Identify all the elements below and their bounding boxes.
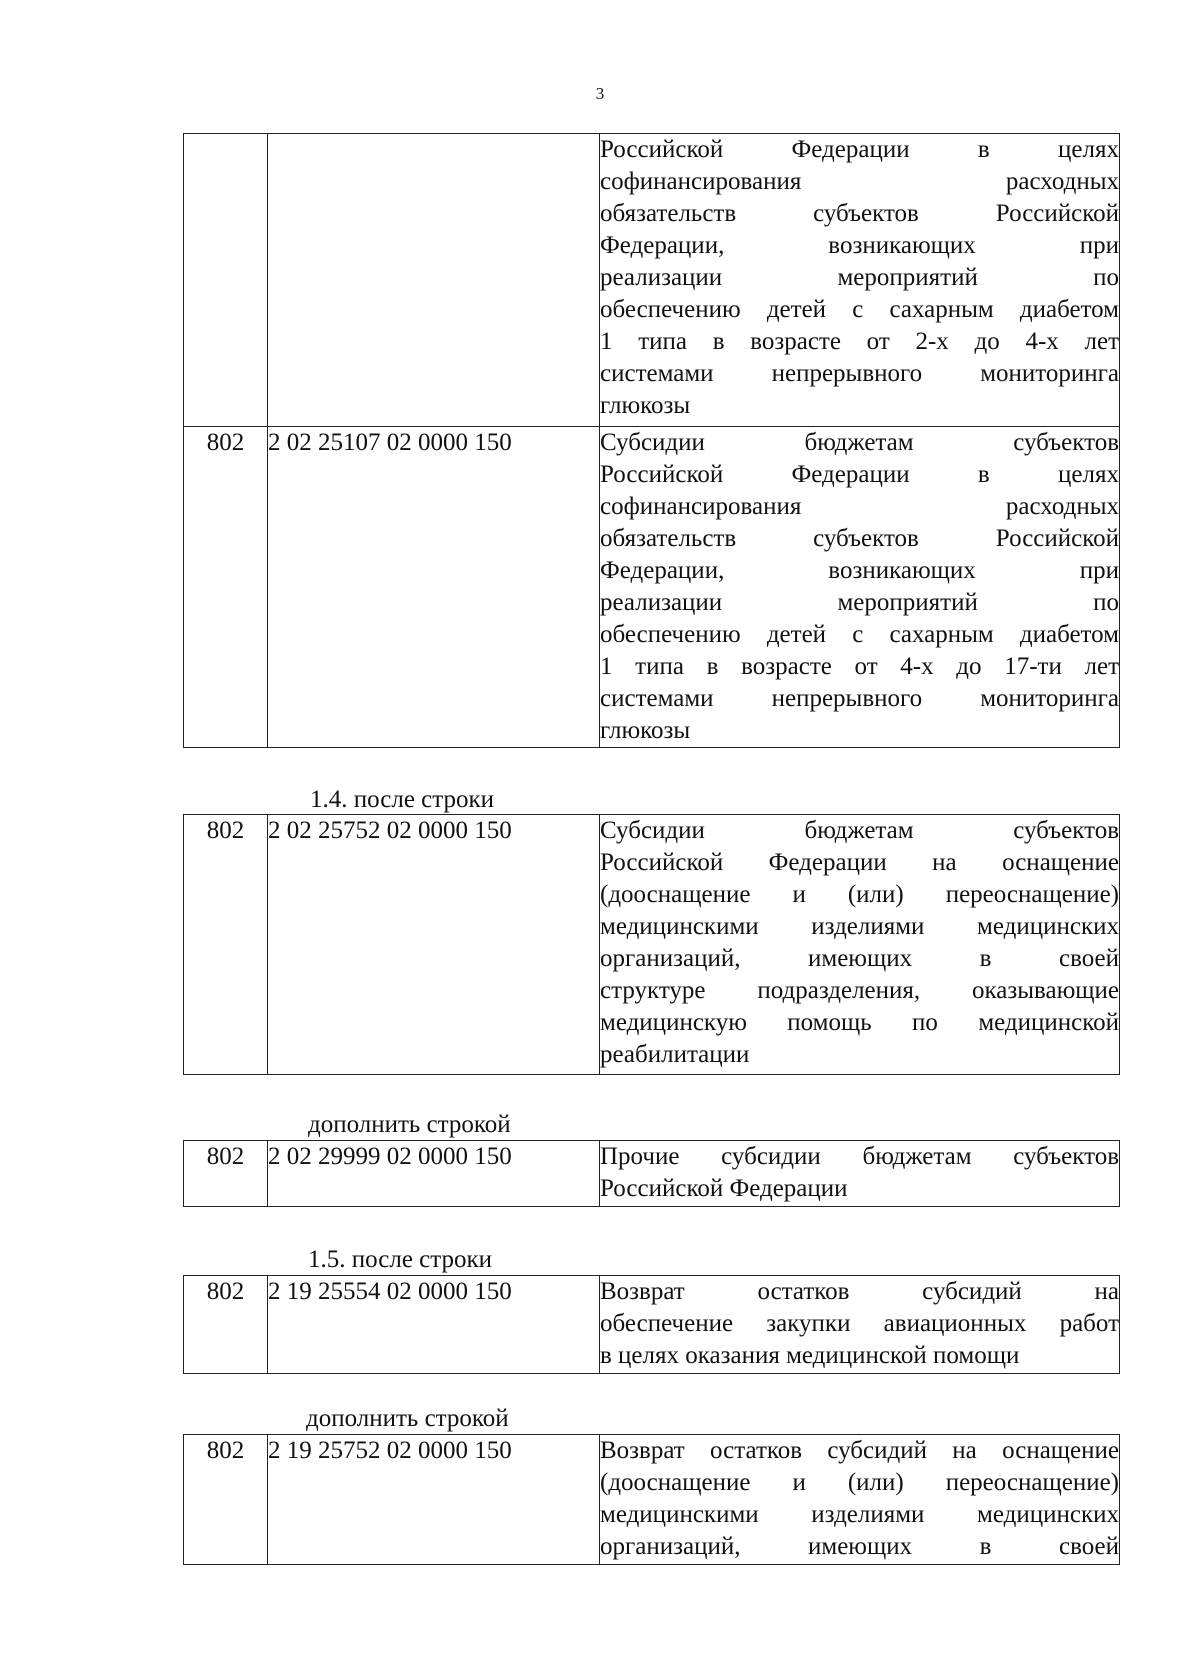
description-cell: [600, 1435, 1120, 1565]
section-heading: дополнить строкой: [306, 1405, 509, 1432]
table-continuation: [183, 133, 1120, 748]
description-line: обязательств субъектов Российской: [600, 200, 1119, 227]
description-line: 1 типа в возрасте от 2-х до 4-х лет: [600, 328, 1119, 355]
kbk-code-cell: 2 02 29999 02 0000 150: [268, 1141, 600, 1207]
table-block: [183, 1434, 1120, 1565]
admin-code-cell: [184, 134, 268, 427]
description-line: в целях оказания медицинской помощи: [600, 1342, 1020, 1369]
description-line: системами непрерывного мониторинга: [600, 685, 1119, 712]
description-cell: [600, 134, 1120, 427]
description-line: 1 типа в возрасте от 4-х до 17-ти лет: [600, 653, 1119, 680]
kbk-code-cell: 2 02 25107 02 0000 150: [268, 427, 600, 748]
description-line: Российской Федерации в целях: [600, 136, 1119, 163]
description-line: Субсидии бюджетам субъектов: [600, 429, 1119, 456]
table-block: [183, 1275, 1120, 1374]
table-row: [184, 1435, 1120, 1565]
description-line: (дооснащение и (или) переоснащение): [600, 1469, 1119, 1496]
admin-code-cell: 802: [184, 1435, 268, 1565]
description-line: медицинскую помощь по медицинской: [600, 1009, 1119, 1036]
section-heading: 1.4. после строки: [310, 786, 495, 813]
description-line: организаций, имеющих в своей: [600, 945, 1119, 972]
description-cell: [600, 1141, 1120, 1207]
description-line: обеспечению детей с сахарным диабетом: [600, 296, 1119, 323]
admin-code-cell: 802: [184, 1276, 268, 1374]
description-line: Субсидии бюджетам субъектов: [600, 817, 1119, 844]
description-line: системами непрерывного мониторинга: [600, 360, 1119, 387]
description-line: реабилитации: [600, 1041, 750, 1068]
description-line: (дооснащение и (или) переоснащение): [600, 881, 1119, 908]
description-line: Федерации, возникающих при: [600, 232, 1119, 259]
description-cell: [600, 815, 1120, 1075]
description-line: глюкозы: [600, 392, 691, 419]
budget-table: [183, 133, 1120, 748]
description-line: обеспечение закупки авиационных работ: [600, 1310, 1119, 1337]
admin-code-cell: 802: [184, 815, 268, 1075]
table-row: [184, 815, 1120, 1075]
description-line: обязательств субъектов Российской: [600, 525, 1119, 552]
table-row: [184, 134, 1120, 427]
description-line: Российской Федерации на оснащение: [600, 849, 1119, 876]
kbk-code-cell: 2 19 25752 02 0000 150: [268, 1435, 600, 1565]
budget-table: [183, 1140, 1120, 1207]
description-line: Российской Федерации в целях: [600, 461, 1119, 488]
description-line: Возврат остатков субсидий на оснащение: [600, 1437, 1119, 1464]
description-line: организаций, имеющих в своей: [600, 1533, 1119, 1560]
description-line: Возврат остатков субсидий на: [600, 1278, 1119, 1305]
description-line: медицинскими изделиями медицинских: [600, 913, 1119, 940]
budget-table: [183, 814, 1120, 1075]
description-line: Российской Федерации: [600, 1175, 848, 1202]
description-line: софинансирования расходных: [600, 168, 1119, 195]
section-heading: дополнить строкой: [308, 1111, 511, 1138]
description-line: реализации мероприятий по: [600, 264, 1119, 291]
description-line: Прочие субсидии бюджетам субъектов: [600, 1143, 1119, 1170]
kbk-code-cell: 2 02 25752 02 0000 150: [268, 815, 600, 1075]
page-number: 3: [595, 84, 605, 103]
description-line: структуре подразделения, оказывающие: [600, 977, 1119, 1004]
description-line: реализации мероприятий по: [600, 589, 1119, 616]
table-block: [183, 1140, 1120, 1207]
description-line: софинансирования расходных: [600, 493, 1119, 520]
admin-code-cell: 802: [184, 427, 268, 748]
budget-table: [183, 1434, 1120, 1565]
table-row: [184, 427, 1120, 748]
description-cell: [600, 427, 1120, 748]
admin-code-cell: 802: [184, 1141, 268, 1207]
description-line: Федерации, возникающих при: [600, 557, 1119, 584]
description-line: обеспечению детей с сахарным диабетом: [600, 621, 1119, 648]
table-row: [184, 1141, 1120, 1207]
section-heading: 1.5. после строки: [308, 1246, 493, 1273]
table-row: [184, 1276, 1120, 1374]
description-cell: [600, 1276, 1120, 1374]
budget-table: [183, 1275, 1120, 1374]
description-line: глюкозы: [600, 717, 691, 744]
kbk-code-cell: 2 19 25554 02 0000 150: [268, 1276, 600, 1374]
kbk-code-cell: [268, 134, 600, 427]
description-line: медицинскими изделиями медицинских: [600, 1501, 1119, 1528]
table-block: [183, 814, 1120, 1075]
